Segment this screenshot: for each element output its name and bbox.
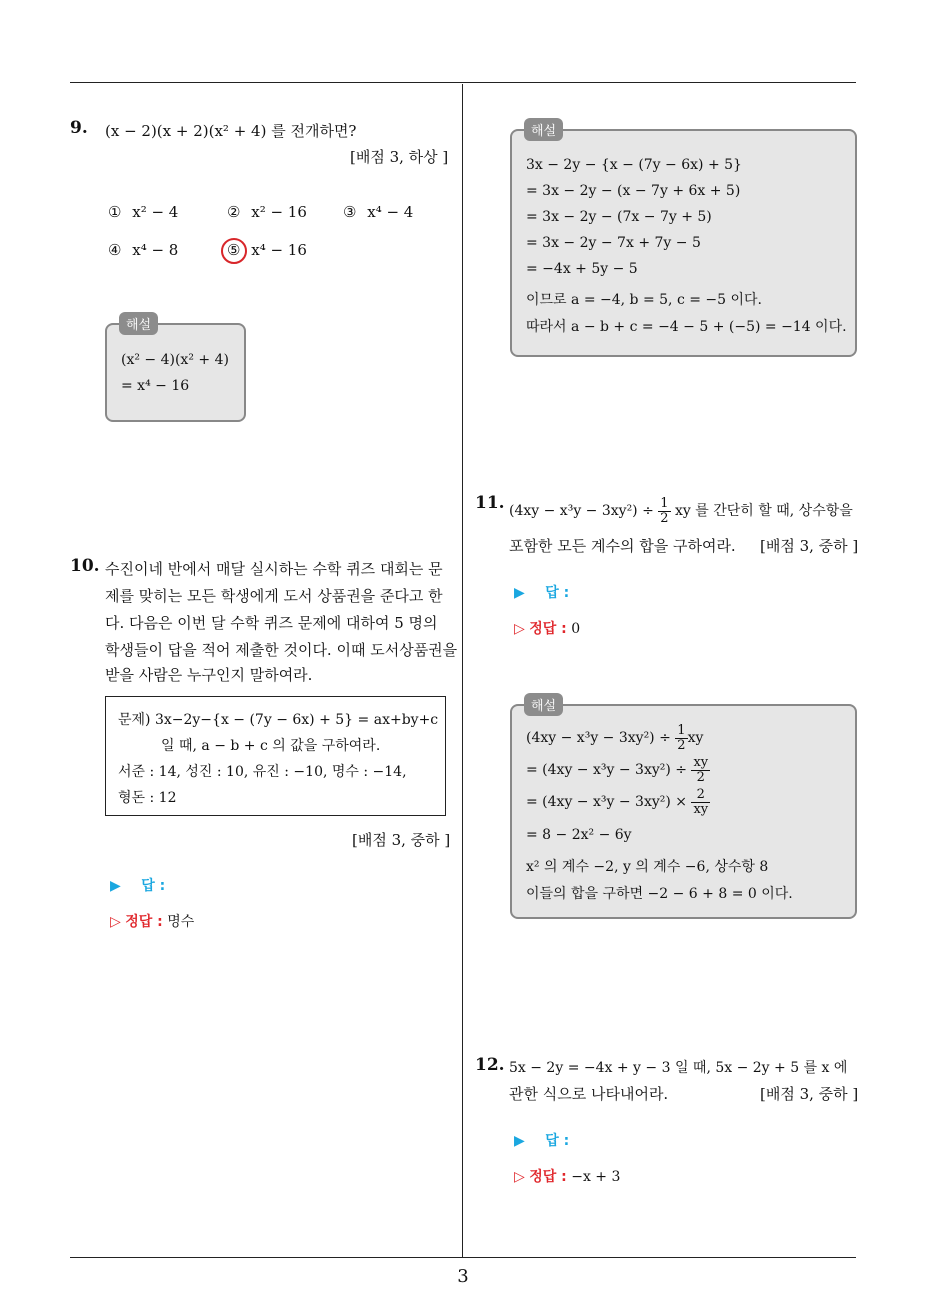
q9-choice-3[interactable] bbox=[343, 203, 413, 221]
fraction bbox=[691, 788, 710, 816]
fraction-numerator: 2 bbox=[691, 788, 710, 803]
q9-choice-2[interactable] bbox=[227, 203, 307, 221]
solution-line: = 3x − 2y − (x − 7y + 6x + 5) bbox=[526, 183, 741, 199]
choice-text: x⁴ − 16 bbox=[251, 241, 307, 259]
solution-tag: 해설 bbox=[119, 312, 158, 335]
q11-key-row bbox=[514, 618, 580, 638]
choice-text: x⁴ − 4 bbox=[367, 203, 414, 221]
q11-number: 11. bbox=[475, 493, 505, 513]
q9-number: 9. bbox=[70, 118, 88, 138]
key-value: 명수 bbox=[167, 914, 195, 930]
solution-line: = −4x + 5y − 5 bbox=[526, 261, 638, 277]
solution-line: 이므로 a = −4, b = 5, c = −5 이다. bbox=[526, 292, 762, 308]
solution-line: 따라서 a − b + c = −4 − 5 + (−5) = −14 이다. bbox=[526, 319, 847, 335]
q11-stem-part: (4xy − x³y − 3xy²) ÷ bbox=[509, 503, 654, 520]
q10-number: 10. bbox=[70, 556, 100, 576]
choice-text: x⁴ − 8 bbox=[132, 241, 179, 259]
q12-key-row bbox=[514, 1166, 620, 1186]
answer-label: 답 : bbox=[141, 878, 166, 894]
choice-text: x² − 16 bbox=[251, 203, 307, 221]
solution-line: x² 의 계수 −2, y 의 계수 −6, 상수항 8 bbox=[526, 859, 769, 875]
bottom-rule bbox=[70, 1257, 856, 1258]
q9-choice-1[interactable] bbox=[108, 203, 178, 221]
top-rule bbox=[70, 82, 856, 83]
q11-solution-box bbox=[510, 699, 857, 919]
fraction-numerator: 1 bbox=[660, 496, 669, 511]
q9-meta: [배점 3, 하상 ] bbox=[350, 148, 449, 166]
q10-stem-line: 제를 맞히는 모든 학생에게 도서 상품권을 준다고 한 bbox=[105, 587, 443, 605]
solution-line: 3x − 2y − {x − (7y − 6x) + 5} bbox=[526, 157, 742, 173]
fraction-numerator: xy bbox=[693, 755, 709, 770]
q10-stem-line: 받을 사람은 누구인지 말하여라. bbox=[105, 666, 313, 684]
q12-stem-line2: 관한 식으로 나타내어라. bbox=[509, 1085, 669, 1103]
outline-arrow-icon: ▷ bbox=[514, 1169, 525, 1185]
q11-answer-row[interactable] bbox=[514, 582, 569, 602]
key-label: 정답 : bbox=[529, 1169, 567, 1185]
page-number: 3 bbox=[457, 1266, 469, 1287]
fraction-numerator: 1 bbox=[677, 723, 686, 738]
q12-meta: [배점 3, 중하 ] bbox=[760, 1085, 859, 1103]
solution-line bbox=[526, 756, 710, 784]
answer-label: 답 : bbox=[545, 1133, 570, 1149]
q10-answer-row[interactable] bbox=[110, 875, 165, 895]
solution-part: = (4xy − x³y − 3xy²) × bbox=[526, 794, 687, 811]
outline-arrow-icon: ▷ bbox=[514, 621, 525, 637]
fraction-denominator: 2 bbox=[696, 769, 705, 785]
fraction bbox=[675, 724, 687, 752]
solution-line: = 3x − 2y − (7x − 7y + 5) bbox=[526, 209, 712, 225]
q10-meta: [배점 3, 중하 ] bbox=[352, 831, 451, 849]
q12-number: 12. bbox=[475, 1055, 505, 1075]
answer-label: 답 : bbox=[545, 585, 570, 601]
solution-line bbox=[526, 788, 710, 816]
solution-tag: 해설 bbox=[524, 118, 563, 141]
play-arrow-icon: ▶ bbox=[514, 585, 525, 601]
q10-key-row bbox=[110, 911, 194, 931]
q11-meta: [배점 3, 중하 ] bbox=[760, 537, 859, 555]
q9-solution-box bbox=[105, 318, 246, 422]
fraction-denominator: 2 bbox=[677, 737, 686, 753]
q12-answer-row[interactable] bbox=[514, 1130, 569, 1150]
q10-stem-line: 다. 다음은 이번 달 수학 퀴즈 문제에 대하여 5 명의 bbox=[105, 614, 438, 632]
solution-line: = 8 − 2x² − 6y bbox=[526, 827, 632, 843]
q12-stem-line1: 5x − 2y = −4x + y − 3 일 때, 5x − 2y + 5 를 x 에 bbox=[509, 1060, 848, 1076]
problem-line: 일 때, a − b + c 의 값을 구하여라. bbox=[161, 738, 381, 754]
play-arrow-icon: ▶ bbox=[514, 1133, 525, 1149]
fraction bbox=[691, 756, 710, 784]
solution-line: = x⁴ − 16 bbox=[121, 378, 190, 394]
column-divider bbox=[462, 84, 463, 1257]
play-arrow-icon: ▶ bbox=[110, 878, 121, 894]
choice-mark: ① bbox=[108, 203, 122, 221]
q9-choice-4[interactable] bbox=[108, 241, 178, 259]
key-value: 0 bbox=[571, 621, 581, 637]
solution-line: 이들의 합을 구하면 −2 − 6 + 8 = 0 이다. bbox=[526, 886, 793, 902]
q9-stem: (x − 2)(x + 2)(x² + 4) 를 전개하면? bbox=[105, 122, 357, 140]
fraction-denominator: xy bbox=[693, 801, 709, 817]
key-value: −x + 3 bbox=[571, 1169, 621, 1185]
choice-mark: ③ bbox=[343, 203, 357, 221]
solution-tag: 해설 bbox=[524, 693, 563, 716]
solution-part: (4xy − x³y − 3xy²) ÷ bbox=[526, 730, 671, 747]
problem-line: 문제) 3x−2y−{x − (7y − 6x) + 5} = ax+by+c bbox=[118, 712, 439, 728]
solution-line bbox=[526, 724, 703, 752]
choice-mark: ④ bbox=[108, 241, 122, 259]
q10-stem-line: 수진이네 반에서 매달 실시하는 수학 퀴즈 대회는 문 bbox=[105, 560, 443, 578]
choice-text: x² − 4 bbox=[132, 203, 179, 221]
choice-mark: ⑤ bbox=[227, 241, 241, 259]
q10-stem-line: 학생들이 답을 적어 제출한 것이다. 이때 도서상품권을 bbox=[105, 641, 458, 659]
solution-line: = 3x − 2y − 7x + 7y − 5 bbox=[526, 235, 701, 251]
q10-solution-box bbox=[510, 124, 857, 357]
outline-arrow-icon: ▷ bbox=[110, 914, 121, 930]
fraction bbox=[658, 497, 670, 525]
solution-line: (x² − 4)(x² + 4) bbox=[121, 352, 229, 368]
key-label: 정답 : bbox=[125, 914, 163, 930]
fraction-denominator: 2 bbox=[660, 510, 669, 526]
q11-stem-part: xy 를 간단히 할 때, 상수항을 bbox=[675, 503, 853, 520]
solution-part: xy bbox=[687, 730, 704, 747]
problem-line: 서준 : 14, 성진 : 10, 유진 : −10, 명수 : −14, bbox=[118, 764, 407, 780]
key-label: 정답 : bbox=[529, 621, 567, 637]
q11-stem-line2: 포함한 모든 계수의 합을 구하여라. bbox=[509, 537, 736, 555]
problem-line: 형돈 : 12 bbox=[118, 790, 177, 806]
answer-circle-mark bbox=[221, 238, 247, 264]
choice-mark: ② bbox=[227, 203, 241, 221]
solution-part: = (4xy − x³y − 3xy²) ÷ bbox=[526, 762, 687, 779]
q11-stem bbox=[509, 497, 853, 525]
q10-problem-box bbox=[105, 696, 446, 816]
